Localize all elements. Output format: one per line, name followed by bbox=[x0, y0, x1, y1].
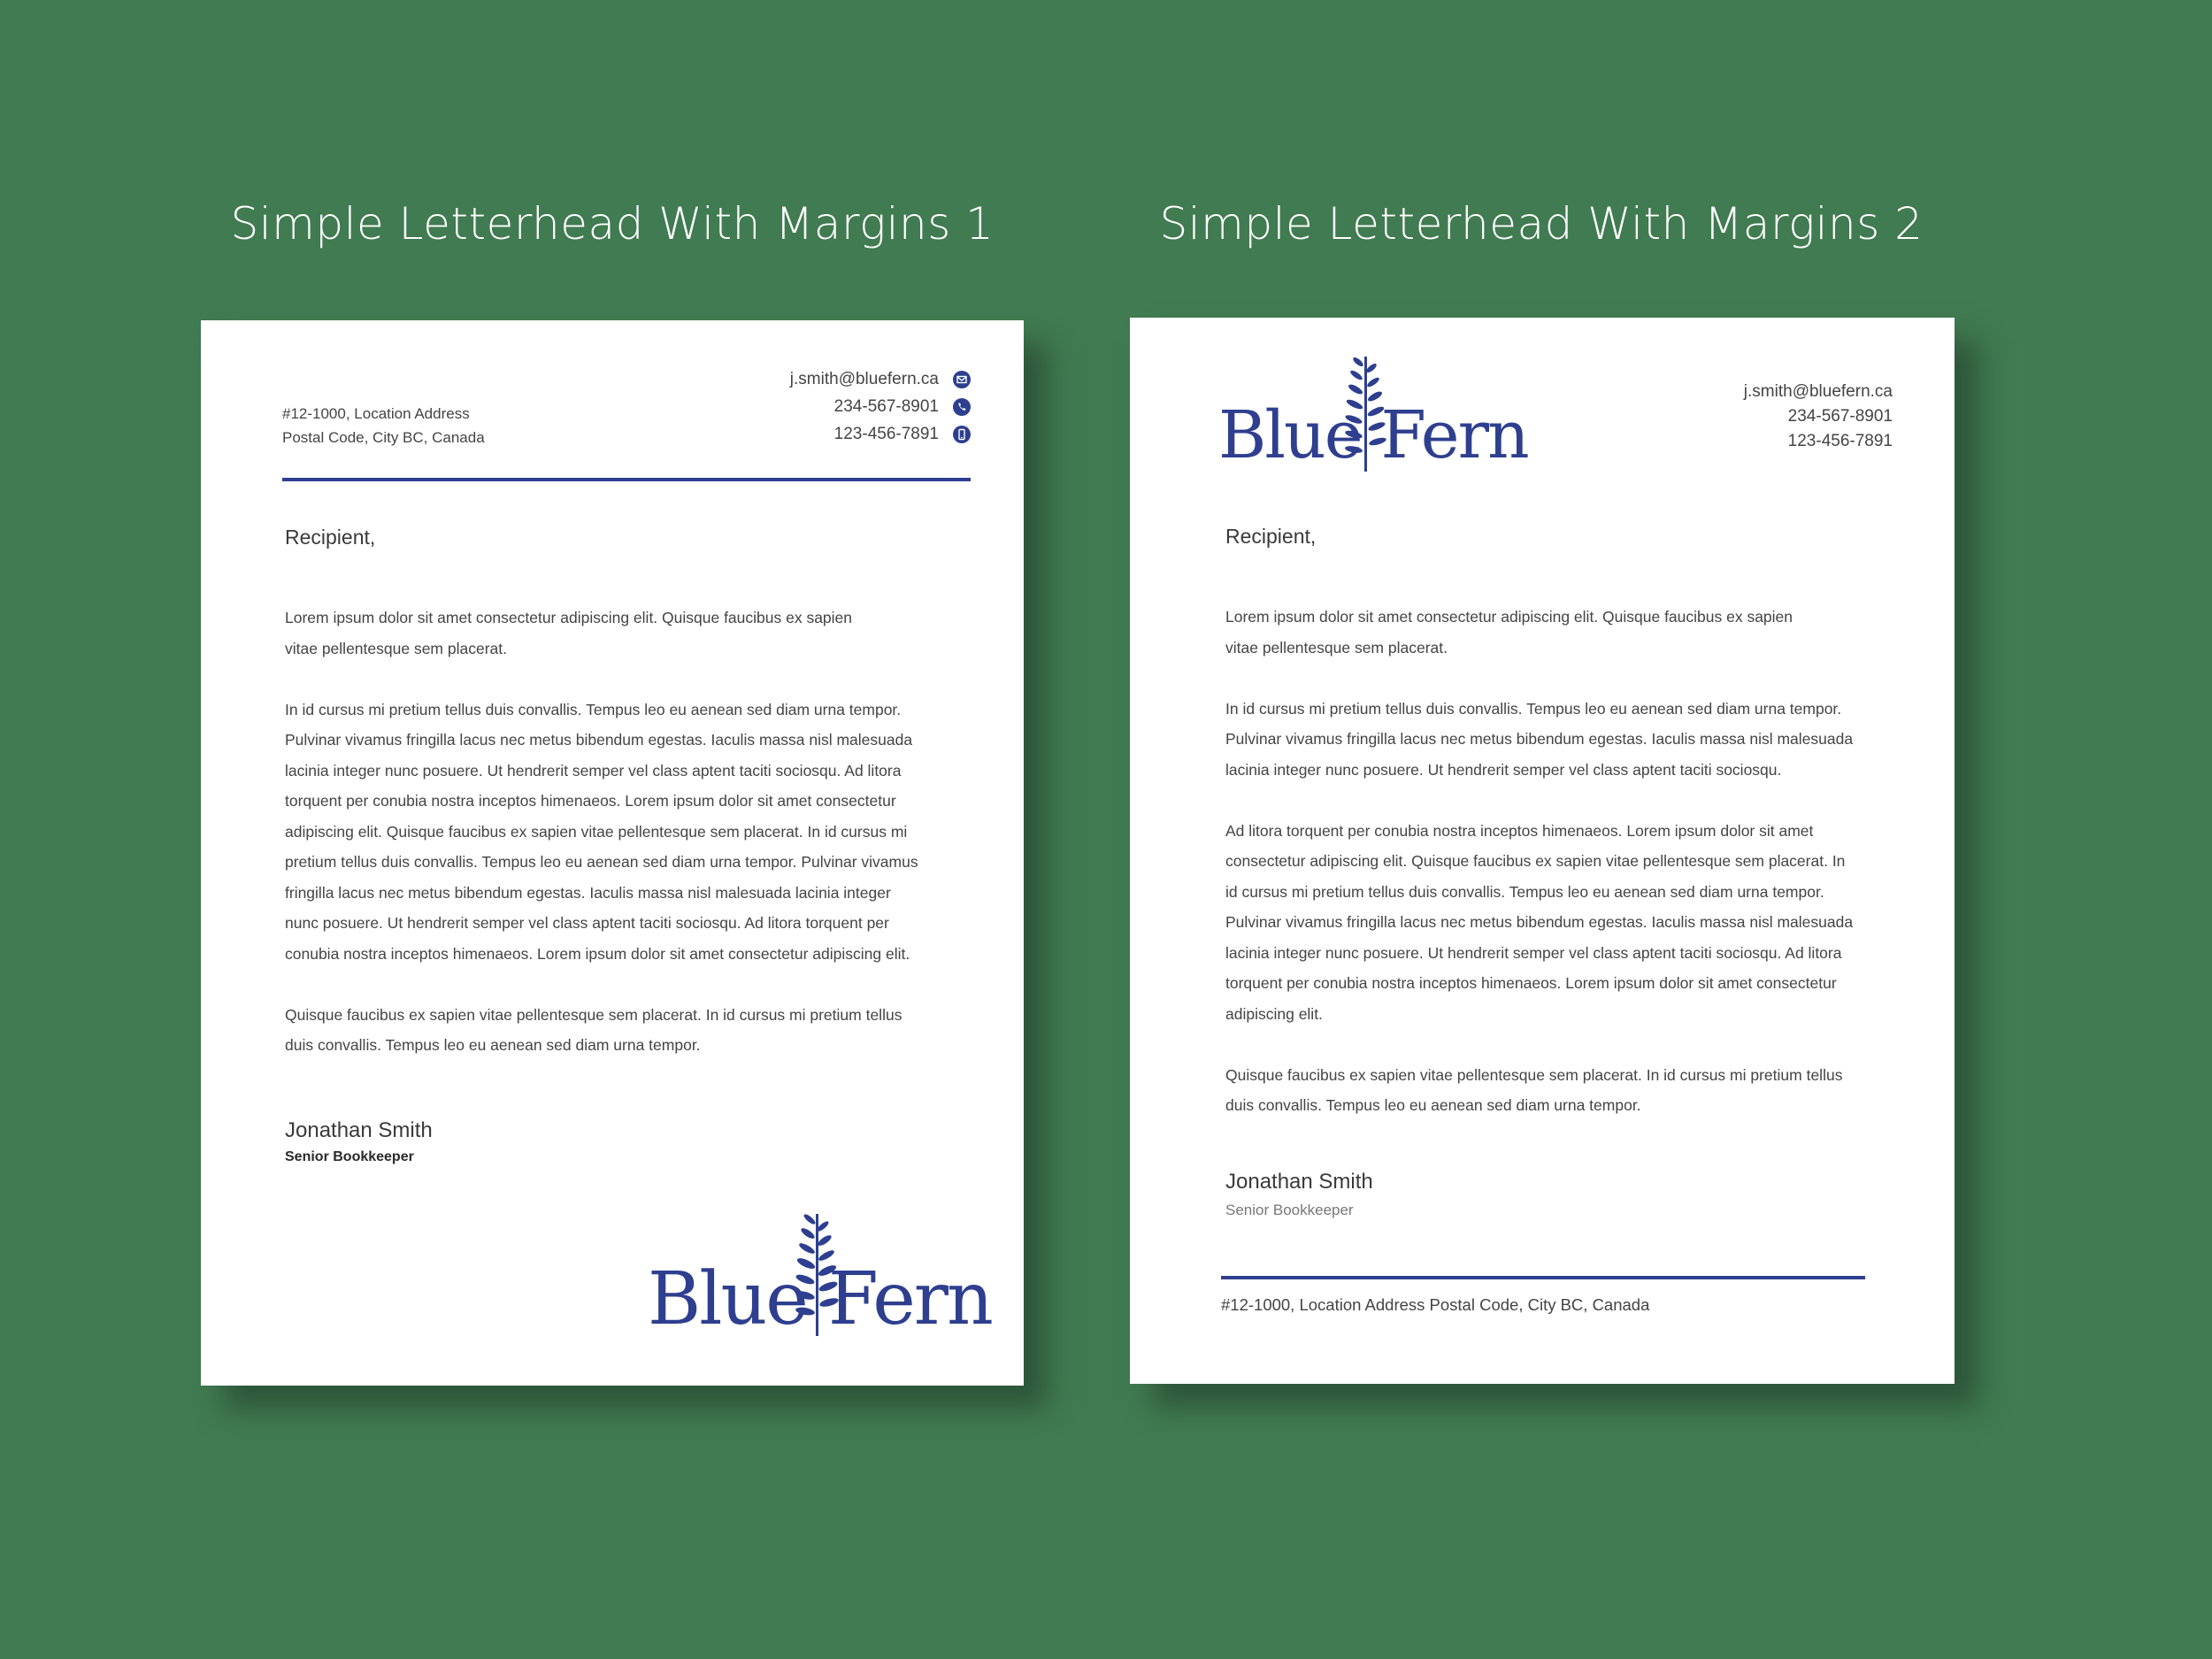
signature-title: Senior Bookkeeper bbox=[285, 1149, 414, 1164]
body-paragraph: Quisque faucibus ex sapien vitae pellentesque sem placerat. In id cursus mi pretium tellus duis convallis. Tempus leo eu aenean sed diam urna tempor. bbox=[285, 1005, 902, 1054]
letterhead-sheet-2 bbox=[1130, 318, 1955, 1384]
phone-text: 234-567-8901 bbox=[833, 396, 939, 416]
body-paragraph: Quisque faucibus ex sapien vitae pellentesque sem placerat. In id cursus mi pretium tellus duis convallis. Tempus leo eu aenean sed diam urna tempor. bbox=[1225, 1065, 1843, 1114]
contact-block bbox=[599, 365, 971, 448]
header-divider bbox=[282, 478, 971, 481]
contact-row-email bbox=[599, 365, 971, 393]
mobile-icon bbox=[953, 426, 971, 443]
recipient-salutation: Recipient, bbox=[285, 526, 376, 549]
envelope-icon bbox=[953, 371, 971, 388]
signature-name: Jonathan Smith bbox=[1225, 1170, 1373, 1194]
recipient-salutation: Recipient, bbox=[1225, 525, 1317, 548]
footer-divider bbox=[1221, 1276, 1865, 1279]
address-block bbox=[282, 402, 485, 449]
letterhead-2-title: Simple Letterhead With Margins 2 bbox=[1159, 198, 1924, 250]
signature-name: Jonathan Smith bbox=[285, 1118, 433, 1142]
letter-body bbox=[1225, 602, 1924, 1151]
signature-title: Senior Bookkeeper bbox=[1225, 1202, 1354, 1218]
mobile-text: 123-456-7891 bbox=[833, 424, 939, 443]
phone-text: 234-567-8901 bbox=[1787, 407, 1893, 426]
footer-address: #12-1000, Location Address Postal Code, City BC, Canada bbox=[1221, 1295, 1650, 1314]
brand-wordmark: Blue Fern bbox=[1218, 397, 1528, 473]
body-paragraph: Lorem ipsum dolor sit amet consectetur adipiscing elit. Quisque faucibus ex sapien vitae pellentesque sem placerat. bbox=[1225, 608, 1793, 657]
contact-row-phone bbox=[599, 393, 971, 420]
brand-wordmark: Blue Fern bbox=[648, 1257, 992, 1341]
letter-body bbox=[285, 603, 984, 1091]
body-paragraph: Lorem ipsum dolor sit amet consectetur adipiscing elit. Quisque faucibus ex sapien vitae pellentesque sem placerat. bbox=[285, 609, 853, 657]
phone-icon bbox=[953, 398, 971, 416]
bluefern-logo bbox=[648, 1207, 992, 1341]
email-text: j.smith@bluefern.ca bbox=[1743, 382, 1893, 401]
address-line-2: Postal Code, City BC, Canada bbox=[282, 429, 485, 446]
letterhead-sheet-1 bbox=[201, 320, 1024, 1386]
letterhead-1-title: Simple Letterhead With Margins 1 bbox=[230, 198, 995, 250]
body-paragraph: In id cursus mi pretium tellus duis convallis. Tempus leo eu aenean sed diam urna tempor. Pulvinar vivamus fringilla lacus nec metus bibendum egestas. Iaculis massa nisl malesuada lacinia integer nunc posuere. Ut hendrerit semper vel class aptent taciti sociosqu. Ad litora torquent per conubia nostra inceptos himenaeos. Lorem ipsum dolor sit amet consectetur adipiscing elit. Quisque faucibus ex sapien vitae pellentesque sem placerat. In id cursus mi pretium tellus duis convallis. Tempus leo eu aenean sed diam urna tempor. Pulvinar vivamus fringilla lacus nec metus bibendum egestas. Iaculis massa nisl malesuada lacinia integer nunc posuere. Ut hendrerit semper vel class aptent taciti sociosqu. Ad litora torquent per conubia nostra inceptos himenaeos. Lorem ipsum dolor sit amet consectetur adipiscing elit. bbox=[285, 700, 918, 963]
contact-block bbox=[1744, 380, 1893, 454]
bluefern-logo bbox=[1218, 353, 1528, 477]
body-paragraph: Ad litora torquent per conubia nostra inceptos himenaeos. Lorem ipsum dolor sit amet consectetur adipiscing elit. Quisque faucibus ex sapien vitae pellentesque sem placerat. In id cursus mi pretium tellus duis convallis. Tempus leo eu aenean sed diam urna tempor. Pulvinar vivamus fringilla lacus nec metus bibendum egestas. Iaculis massa nisl malesuada lacinia integer nunc posuere. Ut hendrerit semper vel class aptent taciti sociosqu. Ad litora torquent per conubia nostra inceptos himenaeos. Lorem ipsum dolor sit amet consectetur adipiscing elit. bbox=[1225, 821, 1854, 1023]
body-paragraph: In id cursus mi pretium tellus duis convallis. Tempus leo eu aenean sed diam urna tempor. Pulvinar vivamus fringilla lacus nec metus bibendum egestas. Iaculis massa nisl malesuada lacinia integer nunc posuere. Ut hendrerit semper vel class aptent taciti sociosqu. bbox=[1225, 699, 1854, 779]
contact-row-mobile bbox=[599, 420, 971, 448]
mobile-text: 123-456-7891 bbox=[1787, 432, 1893, 450]
email-text: j.smith@bluefern.ca bbox=[789, 369, 939, 388]
address-line-1: #12-1000, Location Address bbox=[282, 405, 470, 422]
